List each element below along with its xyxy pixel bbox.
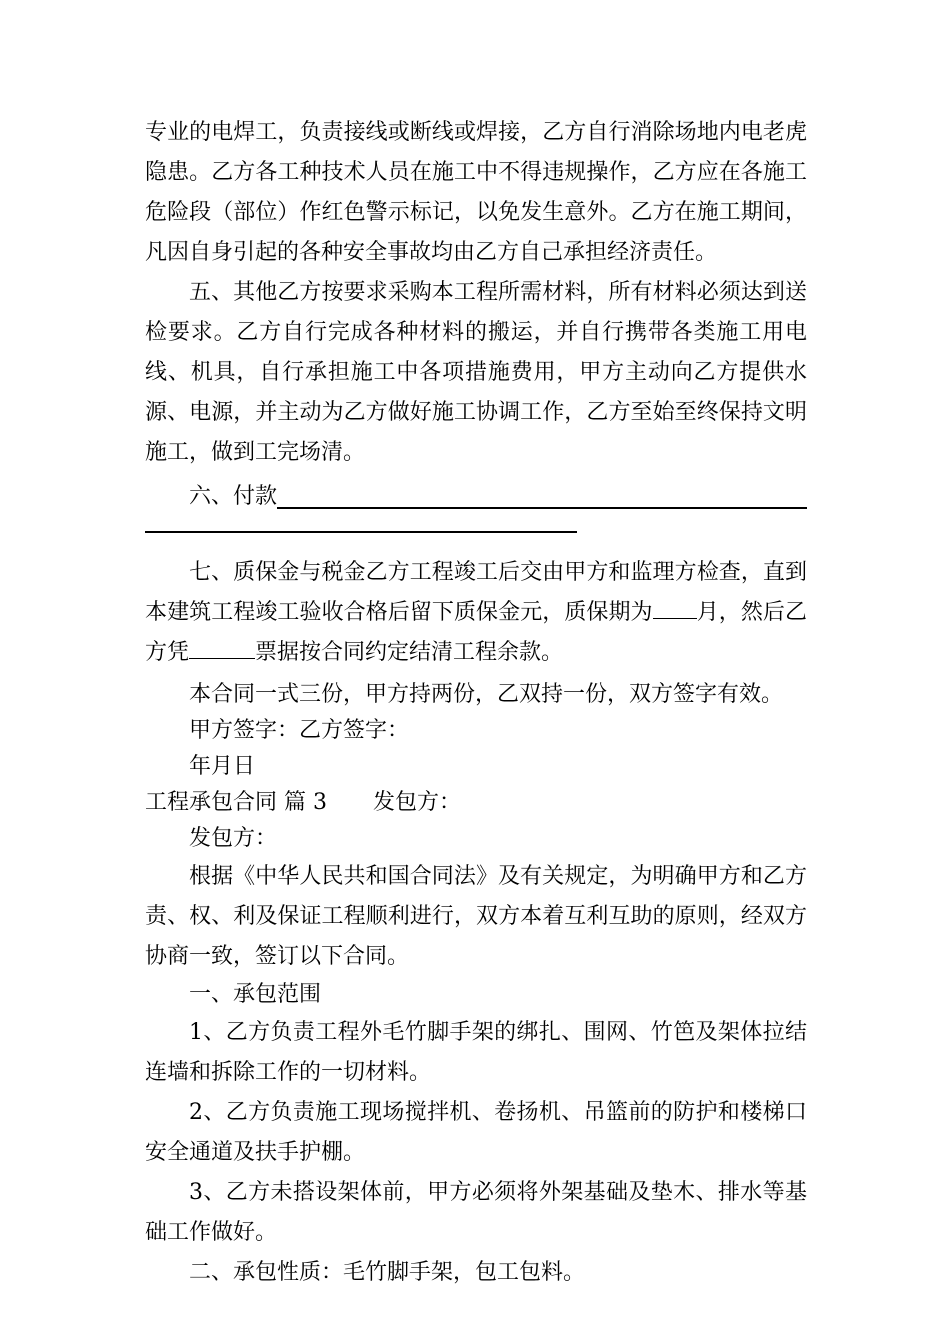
paragraph-copies: 本合同一式三份，甲方持两份，乙双持一份，双方签字有效。: [189, 682, 784, 707]
scope-item-2: 2、乙方负责施工现场搅拌机、卷扬机、吊篮前的防护和楼梯口安全通道及扶手护棚。: [145, 1100, 807, 1165]
document-body: [145, 113, 807, 1293]
warranty-period-blank: [653, 598, 697, 619]
paragraph-section-5-materials: 五、其他乙方按要求采购本工程所需材料，所有材料必须达到送检要求。乙方自行完成各种材料的搬运，并自行携带各类施工用电线、机具，自行承担施工中各项措施费用，甲方主动向乙方提供水源、电源，并主动为乙方做好施工协调工作，乙方至始至终保持文明施工，做到工完场清。: [145, 280, 807, 465]
warranty-text-1: 七、质保金与税金乙方工程竣工后交由甲方和监理方检查，直到本建筑工程竣工验收合格后留下质保金元，质保期为: [145, 560, 807, 625]
date-line: 年月日: [189, 754, 256, 779]
paragraph-section-7-warranty: [145, 553, 807, 673]
scope-item-1: 1、乙方负责工程外毛竹脚手架的绑扎、围网、竹笆及架体拉结连墙和拆除工作的一切材料。: [145, 1020, 807, 1085]
warranty-text-2: 月，然后乙方凭: [145, 600, 807, 665]
payment-blank-line: [277, 507, 807, 509]
section-heading-row: [145, 785, 807, 821]
signature-line: 甲方签字：乙方签字：: [189, 718, 410, 743]
issuer-inline-label: 发包方：: [372, 790, 461, 815]
payment-row: [145, 473, 807, 517]
scope-heading: 一、承包范围: [189, 982, 322, 1007]
warranty-text-3: 票据按合同约定结清工程余款。: [255, 640, 564, 665]
paragraph-electrical-safety: 专业的电焊工，负责接线或断线或焊接，乙方自行消除场地内电老虎隐患。乙方各工种技术人员在施工中不得违规操作，乙方应在各施工危险段（部位）作红色警示标记，以免发生意外。乙方在施工期间，凡因自身引起的各种安全事故均由乙方自己承担经济责任。: [145, 120, 807, 265]
payment-blank-line-2: [145, 531, 577, 533]
issuer-label: 发包方：: [189, 826, 278, 851]
contract-nature: 二、承包性质：毛竹脚手架，包工包料。: [189, 1260, 586, 1285]
section-title: 工程承包合同 篇 3: [145, 790, 327, 815]
paragraph-legal-basis: 根据《中华人民共和国合同法》及有关规定，为明确甲方和乙方责、权、利及保证工程顺利进行，双方本着互利互助的原则，经双方协商一致，签订以下合同。: [145, 864, 807, 969]
receipt-blank: [189, 638, 255, 659]
payment-label: 六、付款: [189, 484, 278, 509]
scope-item-3: 3、乙方未搭设架体前，甲方必须将外架基础及垫木、排水等基础工作做好。: [145, 1180, 807, 1245]
